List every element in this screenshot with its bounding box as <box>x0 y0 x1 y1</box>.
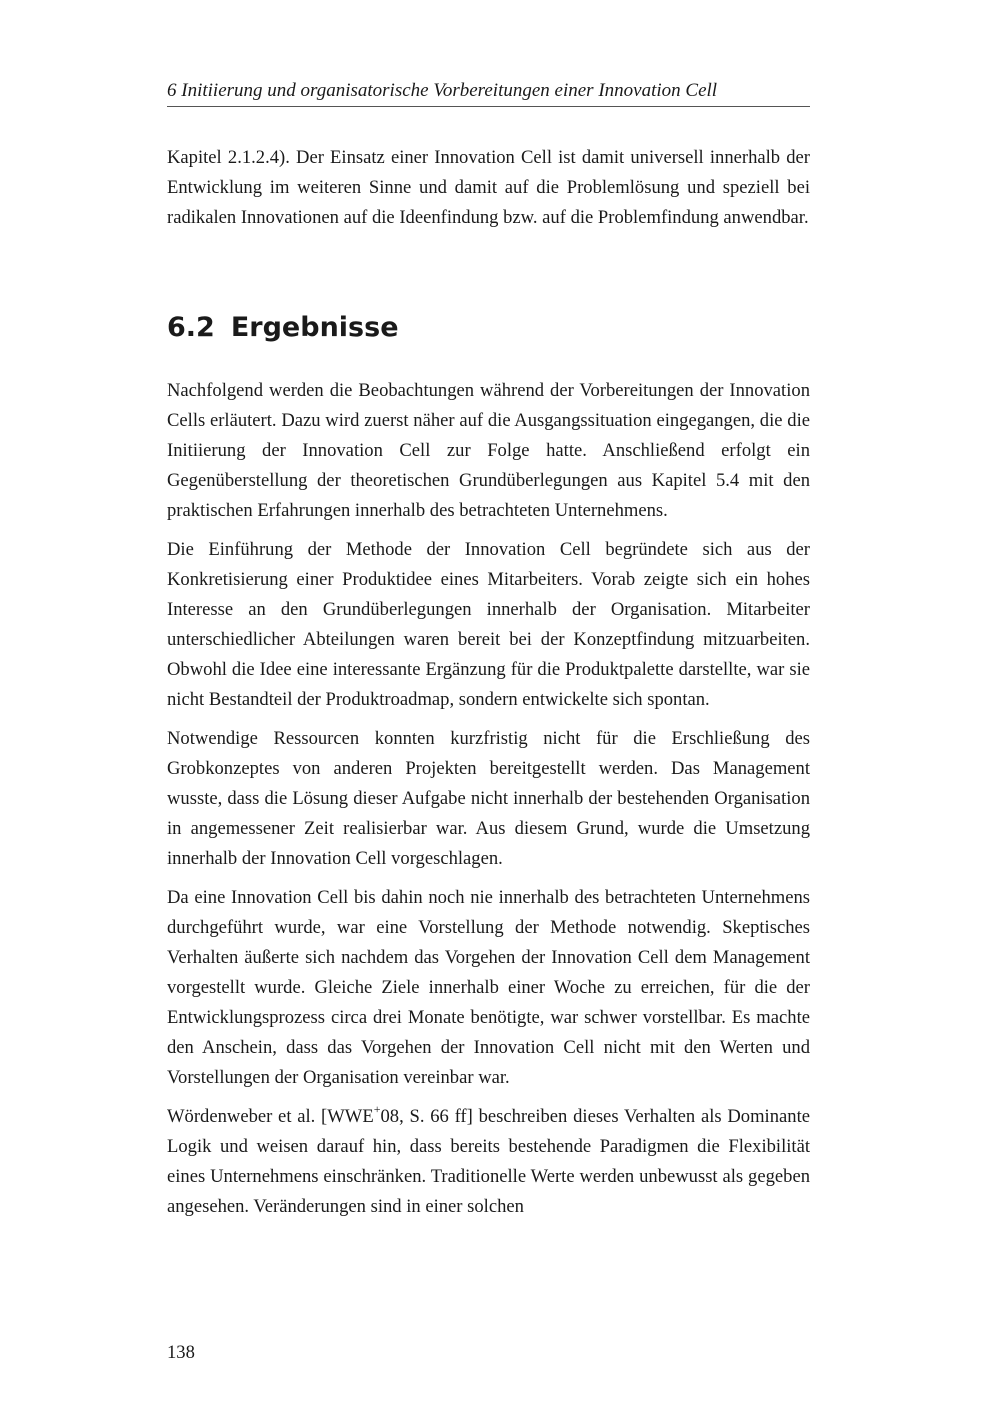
section-heading <box>167 308 399 348</box>
paragraph: Da eine Innovation Cell bis dahin noch nie innerhalb des betrachteten Unternehmens durchgeführt wurde, war eine Vorstellung der Methode notwendig. Skeptisches Verhalten äußerte sich nachdem das Vorgehen der Innovation Cell dem Management vorgestellt wurde. Gleiche Ziele innerhalb einer Woche zu erreichen, für die der Entwicklungsprozess circa drei Monate benötigte, war schwer vorstellbar. Es machte den Anschein, dass das Vorgehen der Innovation Cell nicht mit den Werten und Vorstellungen der Organisation vereinbar war. <box>167 887 810 1088</box>
section-title: Ergebnisse <box>230 312 399 343</box>
paragraph: Notwendige Ressourcen konnten kurzfristig nicht für die Erschließung des Grobkonzeptes von anderen Projekten bereitgestellt werden. Das Management wusste, dass die Lösung dieser Aufgabe nicht innerhalb der bestehenden Organisation in angemessener Zeit realisierbar war. Aus diesem Grund, wurde die Umsetzung innerhalb der Innovation Cell vorgeschlagen. <box>167 728 810 869</box>
citation-text-before: Wördenweber et al. [WWE <box>167 1106 374 1127</box>
paragraph: Nachfolgend werden die Beobachtungen während der Vorbereitungen der Innovation Cells erläutert. Dazu wird zuerst näher auf die Ausgangssituation eingegangen, die die Initiierung der Innovation Cell zur Folge hatte. Anschließend erfolgt ein Gegenüberstellung der theoretischen Grundüberlegungen aus Kapitel 5.4 mit den praktischen Erfahrungen innerhalb des betrachteten Unternehmens. <box>167 380 810 521</box>
paragraph: Die Einführung der Methode der Innovation Cell begründete sich aus der Konkretisierung einer Produktidee eines Mitarbeiters. Vorab zeigte sich ein hohes Interesse an den Grundüberlegungen innerhalb der Organisation. Mitarbeiter unterschiedlicher Abteilungen waren bereit bei der Konzeptfindung mitzuarbeiten. Obwohl die Idee eine interessante Ergänzung für die Produktpalette darstellte, war sie nicht Bestandteil der Produktroadmap, sondern entwickelte sich spontan. <box>167 539 810 710</box>
citation-text-after: 08, S. 66 ff] beschreiben dieses Verhalten als Dominante Logik und weisen darauf hin, dass bereits bestehende Paradigmen die Flexibilität eines Unternehmens einschränken. Traditionelle Werte werden unbewusst als gegeben angesehen. Veränderungen sind in einer solchen <box>167 1106 810 1217</box>
document-page <box>167 0 810 1414</box>
citation-superscript: + <box>373 1101 381 1116</box>
paragraph: Kapitel 2.1.2.4). Der Einsatz einer Innovation Cell ist damit universell innerhalb der Entwicklung im weiteren Sinne und damit auf die Problemlösung und speziell bei radikalen Innovationen auf die Ideenfindung bzw. auf die Problemfindung anwendbar. <box>167 147 810 228</box>
page-number: 138 <box>167 1342 195 1363</box>
intro-text-block <box>167 143 810 242</box>
section-body <box>167 376 810 1231</box>
section-number: 6.2 <box>167 312 215 343</box>
running-header: 6 Initiierung und organisatorische Vorbereitungen einer Innovation Cell <box>167 78 810 107</box>
paragraph-with-citation <box>167 1102 810 1222</box>
